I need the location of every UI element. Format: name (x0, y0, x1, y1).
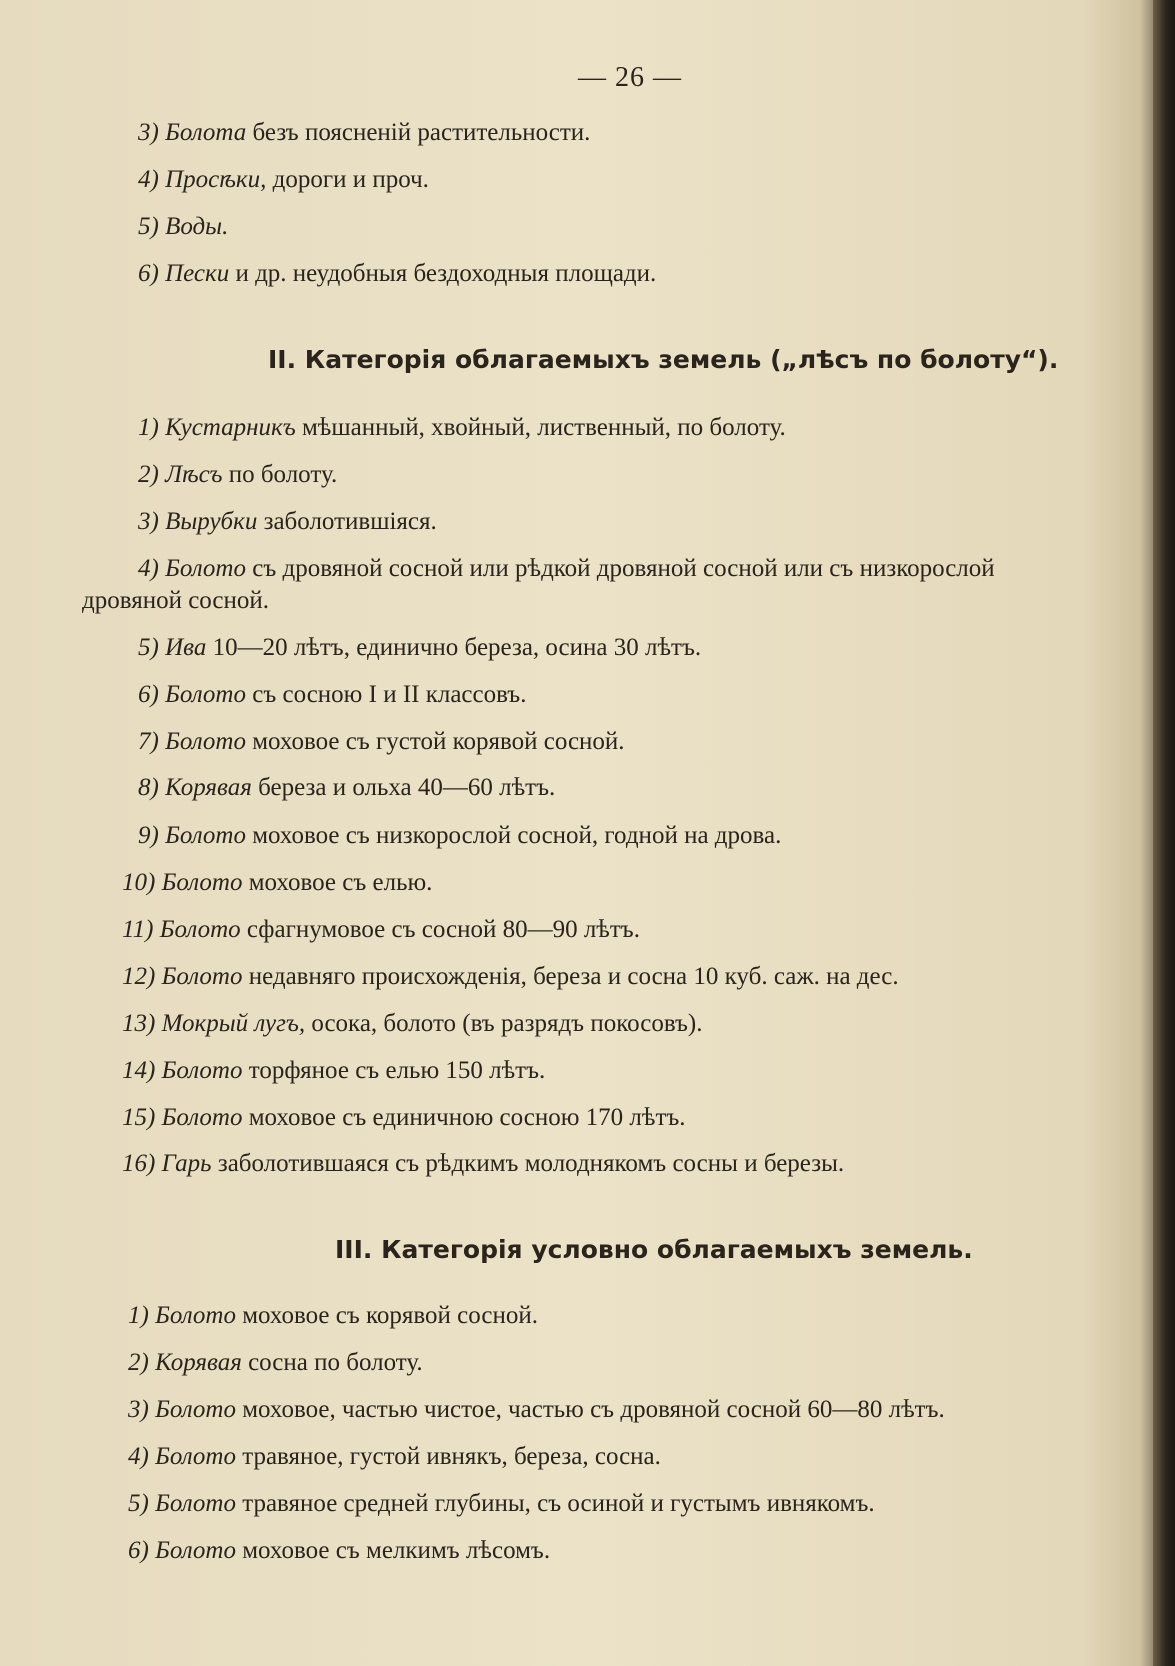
list-item: 12) Болото недавняго происхожденія, береза и сосна 10 куб. саж. на дес. (122, 963, 899, 990)
page-number: — 26 — (578, 62, 682, 93)
list-item: 8) Корявая береза и ольха 40—60 лѣтъ. (138, 774, 556, 801)
list-item: 4) Просѣки, дороги и проч. (138, 166, 429, 193)
list-item: 6) Болото моховое съ мелкимъ лѣсомъ. (128, 1537, 551, 1564)
list-item: 3) Вырубки заболотившiяся. (138, 508, 437, 535)
list-item: 3) Болото моховое, частью чистое, частью съ дровяной сосной 60—80 лѣтъ. (128, 1396, 945, 1423)
list-item: 11) Болото сфагнумовое съ сосной 80—90 лѣтъ. (122, 916, 640, 943)
list-item: 5) Болото травяное средней глубины, съ осиной и густымъ ивнякомъ. (128, 1490, 875, 1517)
list-item: 4) Болото травяное, густой ивнякъ, береза, сосна. (128, 1443, 661, 1470)
list-item: 1) Болото моховое съ корявой сосной. (128, 1302, 538, 1329)
section-heading-2: II. Категорія облагаемыхъ земель („лѣсъ по болоту“). (268, 345, 1059, 374)
list-item: 9) Болото моховое съ низкорослой сосной, годной на дрова. (138, 822, 782, 849)
list-item: 16) Гарь заболотившаяся съ рѣдкимъ молоднякомъ сосны и березы. (122, 1150, 845, 1177)
list-item: 2) Корявая сосна по болоту. (128, 1349, 423, 1376)
section-heading-3: III. Категорія условно облагаемыхъ земель. (335, 1235, 973, 1264)
list-item: 14) Болото торфяное съ елью 150 лѣтъ. (122, 1057, 546, 1084)
list-item: 1) Кустарникъ мѣшанный, хвойный, лиственный, по болоту. (138, 414, 786, 441)
list-item: 7) Болото моховое съ густой корявой сосной. (138, 728, 625, 755)
list-item: 5) Ива 10—20 лѣтъ, единично береза, осина 30 лѣтъ. (138, 634, 702, 661)
list-item: 10) Болото моховое съ елью. (122, 869, 433, 896)
list-item: 2) Лѣсъ по болоту. (138, 461, 338, 488)
list-item: 15) Болото моховое съ единичною сосною 170 лѣтъ. (122, 1104, 686, 1131)
list-item-continuation: дровяной сосной. (82, 587, 270, 614)
list-item: 4) Болото съ дровяной сосной или рѣдкой дровяной сосной или съ низкорослой (138, 555, 995, 582)
book-binding-edge (1153, 0, 1175, 1666)
list-item: 13) Мокрый лугъ, осока, болото (въ разрядъ покосовъ). (122, 1010, 703, 1037)
list-item: 3) Болота безъ поясненій растительности. (138, 119, 591, 146)
list-item: 6) Пески и др. неудобныя бездоходныя площади. (138, 260, 657, 287)
list-item: 6) Болото съ сосною I и II классовъ. (138, 681, 527, 708)
list-item: 5) Воды. (138, 213, 229, 240)
